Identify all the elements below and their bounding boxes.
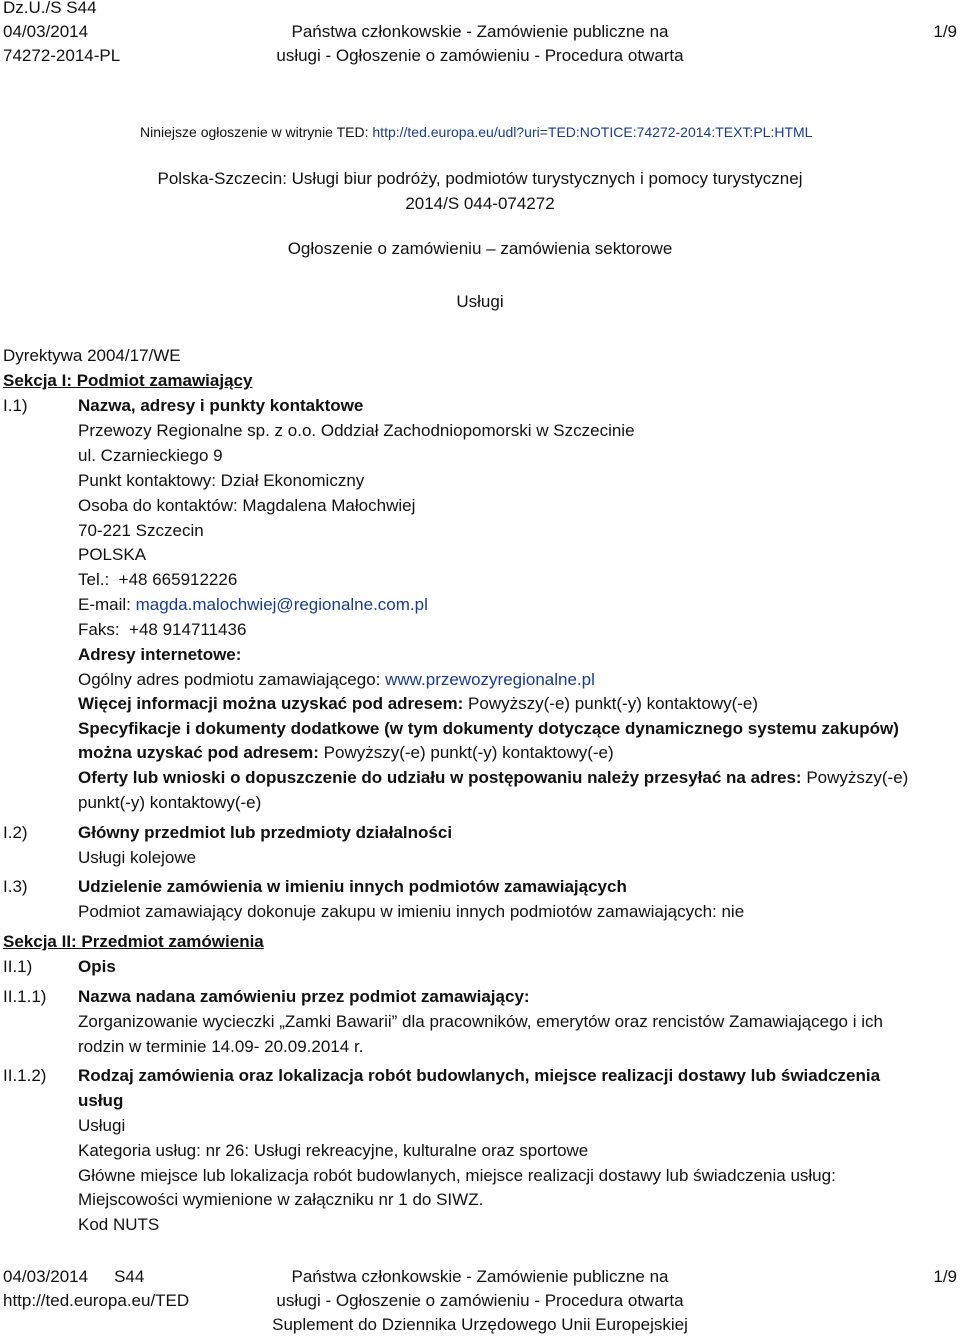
footer-series: S44	[114, 1267, 145, 1286]
header-date: 04/03/2014	[3, 22, 89, 41]
item-ii11-number: II.1.1)	[3, 987, 47, 1006]
org-street: ul. Czarnieckiego 9	[78, 446, 223, 465]
section-2-heading: Sekcja II: Przedmiot zamówienia	[3, 932, 264, 951]
general-address-link[interactable]: www.przewozyregionalne.pl	[385, 670, 595, 689]
fax-value: +48 914711436	[129, 620, 247, 639]
item-ii1-title: Opis	[78, 957, 116, 976]
more-info-line	[78, 694, 758, 714]
nuts-code-label: Kod NUTS	[78, 1215, 160, 1234]
item-i2-number: I.2)	[3, 823, 28, 842]
footer-date: 04/03/2014	[3, 1267, 89, 1286]
footer-page-number: 1/9	[933, 1267, 957, 1286]
header-page-number: 1/9	[933, 22, 957, 41]
spec-label-line2: można uzyskać pod adresem:	[78, 743, 319, 762]
place-label: Główne miejsce lub lokalizacja robót budowlanych, miejsce realizacji dostawy lub świadczenia usług:	[78, 1166, 836, 1185]
directive: Dyrektywa 2004/17/WE	[3, 346, 181, 365]
ted-notice-prefix: Niniejsze ogłoszenie w witrynie TED:	[140, 124, 373, 140]
item-i3-number: I.3)	[3, 877, 28, 896]
contact-point: Punkt kontaktowy: Dział Ekonomiczny	[78, 471, 365, 490]
footer-title-line2: usługi - Ogłoszenie o zamówieniu - Procedura otwarta	[276, 1291, 684, 1310]
item-ii12-number: II.1.2)	[3, 1066, 47, 1085]
spec-line2	[78, 743, 614, 763]
header-title-line2: usługi - Ogłoszenie o zamówieniu - Procedura otwarta	[276, 46, 684, 65]
country: POLSKA	[78, 545, 147, 564]
item-i2-value: Usługi kolejowe	[78, 848, 197, 867]
offers-value-part1: Powyższy(-e)	[806, 768, 909, 787]
spec-label-line1: Specyfikacje i dokumenty dodatkowe (w tym dokumenty dotyczące dynamicznego systemu zakupów)	[78, 719, 899, 738]
fax-line	[78, 620, 246, 640]
more-info-value: Powyższy(-e) punkt(-y) kontaktowy(-e)	[468, 694, 759, 713]
general-address-line	[78, 670, 595, 690]
item-ii1-number: II.1)	[3, 957, 33, 976]
email-link[interactable]: magda.malochwiej@regionalne.com.pl	[135, 595, 428, 614]
item-i3-title: Udzielenie zamówienia w imieniu innych podmiotów zamawiających	[78, 877, 627, 896]
contract-kind: Usługi	[78, 1116, 126, 1135]
header-ojs-ref: Dz.U./S S44	[3, 0, 97, 17]
phone-line	[78, 570, 237, 590]
contract-name-line2: rodzin w terminie 14.09- 20.09.2014 r.	[78, 1037, 364, 1056]
item-i2-title: Główny przedmiot lub przedmioty działalności	[78, 823, 453, 842]
internet-addresses-label: Adresy internetowe:	[78, 645, 242, 664]
offers-label: Oferty lub wnioski o dopuszczenie do udziału w postępowaniu należy przesyłać na adres:	[78, 768, 802, 787]
email-line	[78, 595, 428, 615]
spec-value: Powyższy(-e) punkt(-y) kontaktowy(-e)	[323, 743, 614, 762]
fax-label: Faks:	[78, 620, 120, 639]
notice-title: Polska-Szczecin: Usługi biur podróży, podmiotów turystycznych i pomocy turystycznej	[157, 169, 803, 188]
contract-type: Usługi	[456, 292, 504, 311]
service-category: Kategoria usług: nr 26: Usługi rekreacyjne, kulturalne oraz sportowe	[78, 1141, 589, 1160]
item-ii12-title-line2: usług	[78, 1091, 124, 1110]
footer-title-line1: Państwa członkowskie - Zamówienie publiczne na	[291, 1267, 669, 1286]
header-doc-number: 74272-2014-PL	[3, 46, 121, 65]
contract-name-line1: Zorganizowanie wycieczki „Zamki Bawarii” dla pracowników, emerytów oraz rencistów Zamawiającego i ich	[78, 1012, 883, 1031]
notice-reference: 2014/S 044-074272	[405, 194, 555, 213]
offers-line1	[78, 768, 908, 788]
general-address-label: Ogólny adres podmiotu zamawiającego:	[78, 670, 381, 689]
footer-supplement: Suplement do Dziennika Urzędowego Unii Europejskiej	[272, 1315, 688, 1334]
item-i1-title: Nazwa, adresy i punkty kontaktowe	[78, 396, 364, 415]
phone-value: +48 665912226	[118, 570, 238, 589]
org-name: Przewozy Regionalne sp. z o.o. Oddział Zachodniopomorski w Szczecinie	[78, 421, 635, 440]
header-title-line1: Państwa członkowskie - Zamówienie publiczne na	[291, 22, 669, 41]
place-value: Miejscowości wymienione w załączniku nr 1 do SIWZ.	[78, 1190, 484, 1209]
footer-url[interactable]: http://ted.europa.eu/TED	[3, 1291, 190, 1310]
email-label: E-mail:	[78, 595, 131, 614]
ted-notice-link[interactable]: http://ted.europa.eu/udl?uri=TED:NOTICE:74272-2014:TEXT:PL:HTML	[372, 124, 813, 140]
item-ii11-title: Nazwa nadana zamówieniu przez podmiot zamawiający:	[78, 987, 530, 1006]
item-i1-number: I.1)	[3, 396, 28, 415]
contact-person: Osoba do kontaktów: Magdalena Małochwiej	[78, 496, 416, 515]
offers-value-part2: punkt(-y) kontaktowy(-e)	[78, 793, 262, 812]
more-info-label: Więcej informacji można uzyskać pod adresem:	[78, 694, 464, 713]
section-1-heading: Sekcja I: Podmiot zamawiający	[3, 371, 253, 390]
postal-city: 70-221 Szczecin	[78, 521, 204, 540]
item-ii12-title-line1: Rodzaj zamówienia oraz lokalizacja robót budowlanych, miejsce realizacji dostawy lub świadczenia	[78, 1066, 881, 1085]
phone-label: Tel.:	[78, 570, 110, 589]
ted-notice	[140, 124, 812, 140]
item-i3-value: Podmiot zamawiający dokonuje zakupu w imieniu innych podmiotów zamawiających: nie	[78, 902, 745, 921]
notice-type: Ogłoszenie o zamówieniu – zamówienia sektorowe	[287, 239, 673, 258]
